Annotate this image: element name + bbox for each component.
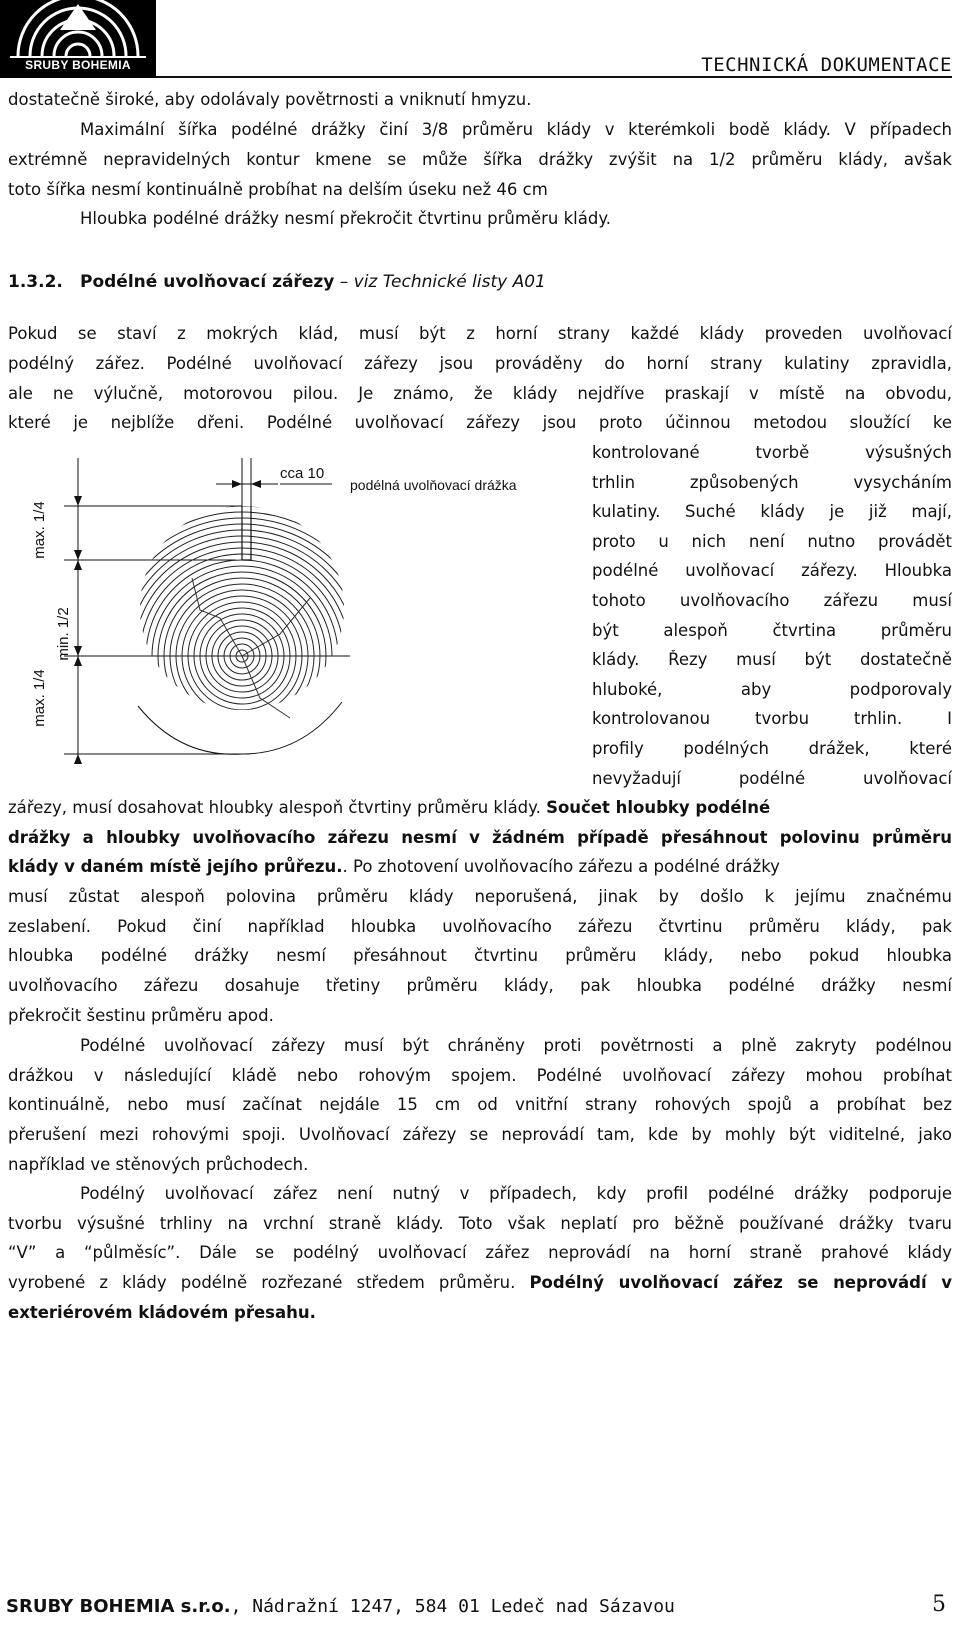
text-line: hloubka podélné drážky nesmí přesáhnout čtvrtinu průměru klády, nebo pokud hloubka [8, 946, 952, 965]
text-line: toto šířka nesmí kontinuálně probíhat na delším úseku než 46 cm [8, 180, 548, 199]
text-line: Maximální šířka podélné drážky činí 3/8 průměru klády v kterémkoli bodě klády. V případech [80, 120, 952, 139]
text-line: které je nejblíže dřeni. Podélné uvolňovací zářezy jsou proto účinnou metodou sloužící ke [8, 413, 952, 432]
text-line: profily podélných drážek, které [592, 739, 952, 758]
bold-text-span: klády v daném místě jejího průřezu. [8, 857, 343, 876]
section-reference: viz Technické listy A01 [353, 272, 546, 292]
bold-text-span: Součet hloubky podélné [546, 798, 771, 817]
text-line: tvorbu výsušné trhliny na vrchní straně klády. Toto však neplatí pro běžně používané drážky tvaru [8, 1214, 952, 1233]
document-header-title: TECHNICKÁ DOKUMENTACE [701, 54, 952, 76]
dim-label-top: max. 1/4 [31, 501, 48, 559]
text-line: přerušení mezi rohovými spoji. Uvolňovací zářezy se neprovádí tam, kde by mohly být viditelné, jako [8, 1125, 952, 1144]
text-line: překročit šestinu průměru apod. [8, 1006, 274, 1025]
section-dash: – [334, 272, 354, 292]
text-line: kontrolovanou tvorbu trhlin. I [592, 709, 952, 728]
text-line: trhlin způsobených vysycháním [592, 473, 952, 492]
text-line: nevyžadují podélné uvolňovací [592, 769, 952, 788]
company-logo [0, 0, 156, 78]
text-line: klády. Řezy musí být dostatečně [592, 650, 952, 669]
bold-text-line: drážky a hloubky uvolňovacího zářezu nesmí v žádném případě přesáhnout polovinu průměru [8, 828, 952, 847]
groove-label: podélná uvolňovací drážka [350, 477, 517, 493]
text-line: musí zůstat alespoň polovina průměru klády neporušená, jinak by došlo k jejímu značnému [8, 887, 952, 906]
text-line: Hloubka podélné drážky nesmí překročit čtvrtinu průměru klády. [80, 209, 611, 228]
text-line: kontinuálně, nebo musí začínat nejdále 15 cm od vnitřní strany rohových spojů a probíhat bez [8, 1095, 952, 1114]
logo-text: SRUBY BOHEMIA [25, 58, 131, 72]
header-divider [156, 76, 952, 78]
text-span: zářezy, musí dosahovat hloubky alespoň čtvrtiny průměru klády. [8, 798, 547, 817]
text-line: být alespoň čtvrtina průměru [592, 621, 952, 640]
footer-address-text: , Nádražní 1247, 584 01 Ledeč nad Sázavou [230, 1596, 675, 1617]
text-line: například ve stěnových průchodech. [8, 1155, 309, 1174]
text-line: Podélný uvolňovací zářez není nutný v případech, kdy profil podélné drážky podporuje [80, 1184, 952, 1203]
text-line [8, 857, 780, 877]
log-cross-section-figure [20, 458, 565, 798]
section-heading [8, 272, 546, 292]
text-line: podélný zářez. Podélné uvolňovací zářezy jsou prováděny do horní strany kulatiny zpravidla, [8, 354, 952, 373]
text-line: “V” a “půlměsíc”. Dále se podélný uvolňovací zářez neprovádí na horní straně prahové klády [8, 1243, 952, 1262]
page-number: 5 [932, 1592, 946, 1617]
bold-text-line: exteriérovém kládovém přesahu. [8, 1303, 316, 1322]
text-line: zeslabení. Pokud činí například hloubka uvolňovacího zářezu čtvrtinu průměru klády, pak [8, 917, 952, 936]
text-line: Pokud se staví z mokrých klád, musí být z horní strany každé klády proveden uvolňovací [8, 324, 952, 343]
text-line: ale ne výlučně, motorovou pilou. Je známo, že klády nejdříve praskají v místě na obvodu, [8, 384, 952, 403]
logo-rings-icon [0, 0, 156, 60]
text-line [8, 1273, 952, 1293]
text-line: extrémně nepravidelných kontur kmene se může šířka drážky zvýšit na 1/2 průměru klády, avšak [8, 150, 952, 169]
text-line: podélné uvolňovací zářezy. Hloubka [592, 561, 952, 580]
bold-text-span: Podélný uvolňovací zářez se neprovádí v [529, 1273, 952, 1292]
section-title: Podélné uvolňovací zářezy [80, 272, 335, 292]
text-line: dostatečně široké, aby odolávaly povětrnosti a vniknutí hmyzu. [8, 90, 532, 109]
dim-label-middle: min. 1/2 [55, 607, 72, 661]
text-line [8, 798, 770, 818]
text-line: kulatiny. Suché klády je již mají, [592, 502, 952, 521]
text-line: kontrolované tvorbě výsušných [592, 443, 952, 462]
text-line: drážkou v následující kládě nebo rohovým spojem. Podélné uvolňovací zářezy mohou probíhat [8, 1066, 952, 1085]
dim-label-bottom: max. 1/4 [31, 669, 48, 727]
footer-address [6, 1596, 675, 1617]
section-number: 1.3.2. [8, 272, 63, 292]
cut-width-label: cca 10 [280, 465, 325, 482]
footer-company: SRUBY BOHEMIA s.r.o. [6, 1596, 231, 1617]
text-line: tohoto uvolňovacího zářezu musí [592, 591, 952, 610]
text-line: Podélné uvolňovací zářezy musí být chráněny proti povětrnosti a plně zakryty podélnou [80, 1036, 952, 1055]
text-span: . Po zhotovení uvolňovacího zářezu a podélné drážky [342, 857, 780, 876]
text-line: proto u nich není nutno provádět [592, 532, 952, 551]
text-line: uvolňovacího zářezu dosahuje třetiny průměru klády, pak hloubka podélné drážky nesmí [8, 976, 952, 995]
log-cross-section-diagram [20, 458, 565, 798]
text-span: vyrobené z klády podélně rozřezané středem průměru. [8, 1273, 530, 1292]
text-line: hluboké, aby podporovaly [592, 680, 952, 699]
